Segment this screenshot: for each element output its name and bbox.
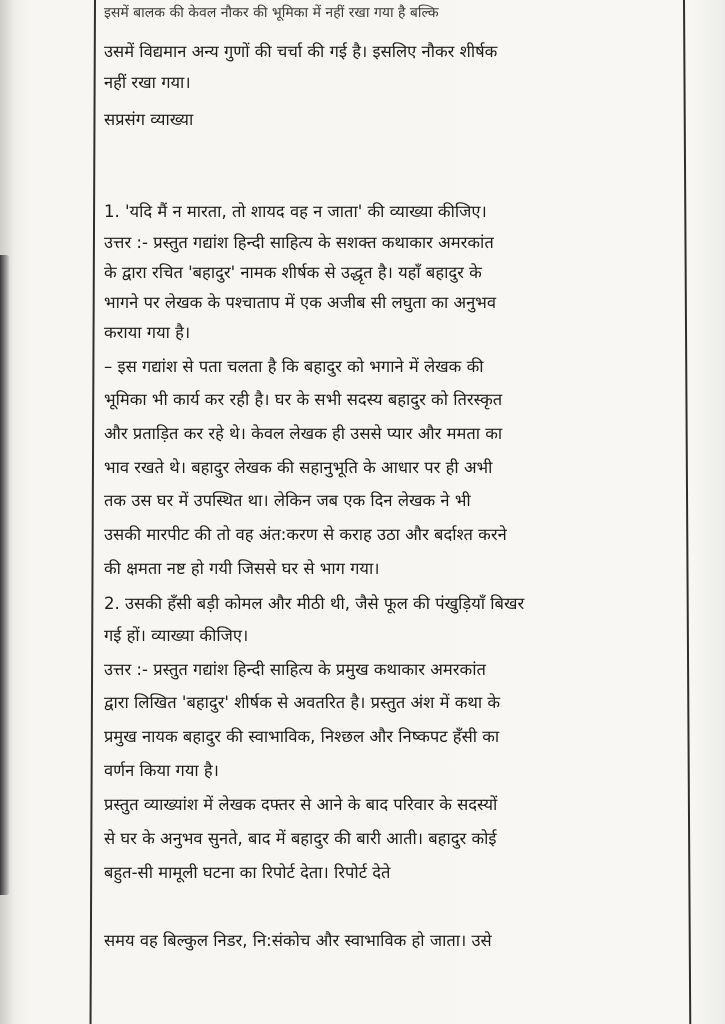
text-line: इसमें बालक की केवल नौकर की भूमिका में नहीं रखा गया है बल्कि [104,5,439,21]
text-line: द्वारा लिखित 'बहादुर' शीर्षक से अवतरित है। प्रस्तुत अंश में कथा के [104,693,501,712]
binding-shadow [0,255,10,895]
text-line: और प्रताड़ित कर रहे थे। केवल लेखक ही उससे प्यार और ममता का [104,424,503,443]
text-line: तक उस घर में उपस्थित था। लेकिन जब एक दिन लेखक ने भी [104,491,471,510]
section-heading: सप्रसंग व्याख्या [104,110,194,129]
text-line: उसमें विद्यमान अन्य गुणों की चर्चा की गई है। इसलिए नौकर शीर्षक [104,42,498,61]
text-line: बहुत-सी मामूली घटना का रिपोर्ट देता। रिपोर्ट देते [104,863,391,882]
text-line: उत्तर :- प्रस्तुत गद्यांश हिन्दी साहित्य के प्रमुख कथाकार अमरकांत [104,660,486,679]
right-margin-rule [683,0,691,1024]
text-line: नहीं रखा गया। [104,73,191,92]
text-line: से घर के अनुभव सुनते, बाद में बहादुर की बारी आती। बहादुर कोई [104,829,497,848]
text-line: की क्षमता नष्ट हो गयी जिससे घर से भाग गया। [104,559,380,578]
text-line: भागने पर लेखक के पश्चाताप में एक अजीब सी लघुता का अनुभव [104,293,497,312]
text-line: समय वह बिल्कुल निडर, नि:संकोच और स्वाभाविक हो जाता। उसे [104,931,492,950]
text-line: प्रमुख नायक बहादुर की स्वाभाविक, निश्छल और निष्कपट हँसी का [104,727,500,746]
text-line: कराया गया है। [104,323,191,342]
text-line: उसकी मारपीट की तो वह अंत:करण से कराह उठा और बर्दाश्त करने [104,525,507,544]
text-line: वर्णन किया गया है। [104,761,219,780]
text-line: गई हों। व्याख्या कीजिए। [104,626,249,645]
question-1: 1. 'यदि मैं न मारता, तो शायद वह न जाता' की व्याख्या कीजिए। [104,202,487,221]
text-line: भाव रखते थे। बहादुर लेखक की सहानुभूति के आधार पर ही अभी [104,458,493,477]
question-2: 2. उसकी हँसी बड़ी कोमल और मीठी थी, जैसे फूल की पंखुड़ियाँ बिखर [104,594,525,613]
text-line: उत्तर :- प्रस्तुत गद्यांश हिन्दी साहित्य के सशक्त कथाकार अमरकांत [104,233,494,252]
text-line: के द्वारा रचित 'बहादुर' नामक शीर्षक से उद्धृत है। यहाँ बहादुर के [104,263,482,282]
text-line: भूमिका भी कार्य कर रही है। घर के सभी सदस्य बहादुर को तिरस्कृत [104,390,503,409]
left-margin-rule [90,0,96,1024]
text-line: – इस गद्यांश से पता चलता है कि बहादुर को भगाने में लेखक की [104,357,484,376]
text-line: प्रस्तुत व्याख्यांश में लेखक दफ्तर से आने के बाद परिवार के सदस्यों [104,795,498,814]
